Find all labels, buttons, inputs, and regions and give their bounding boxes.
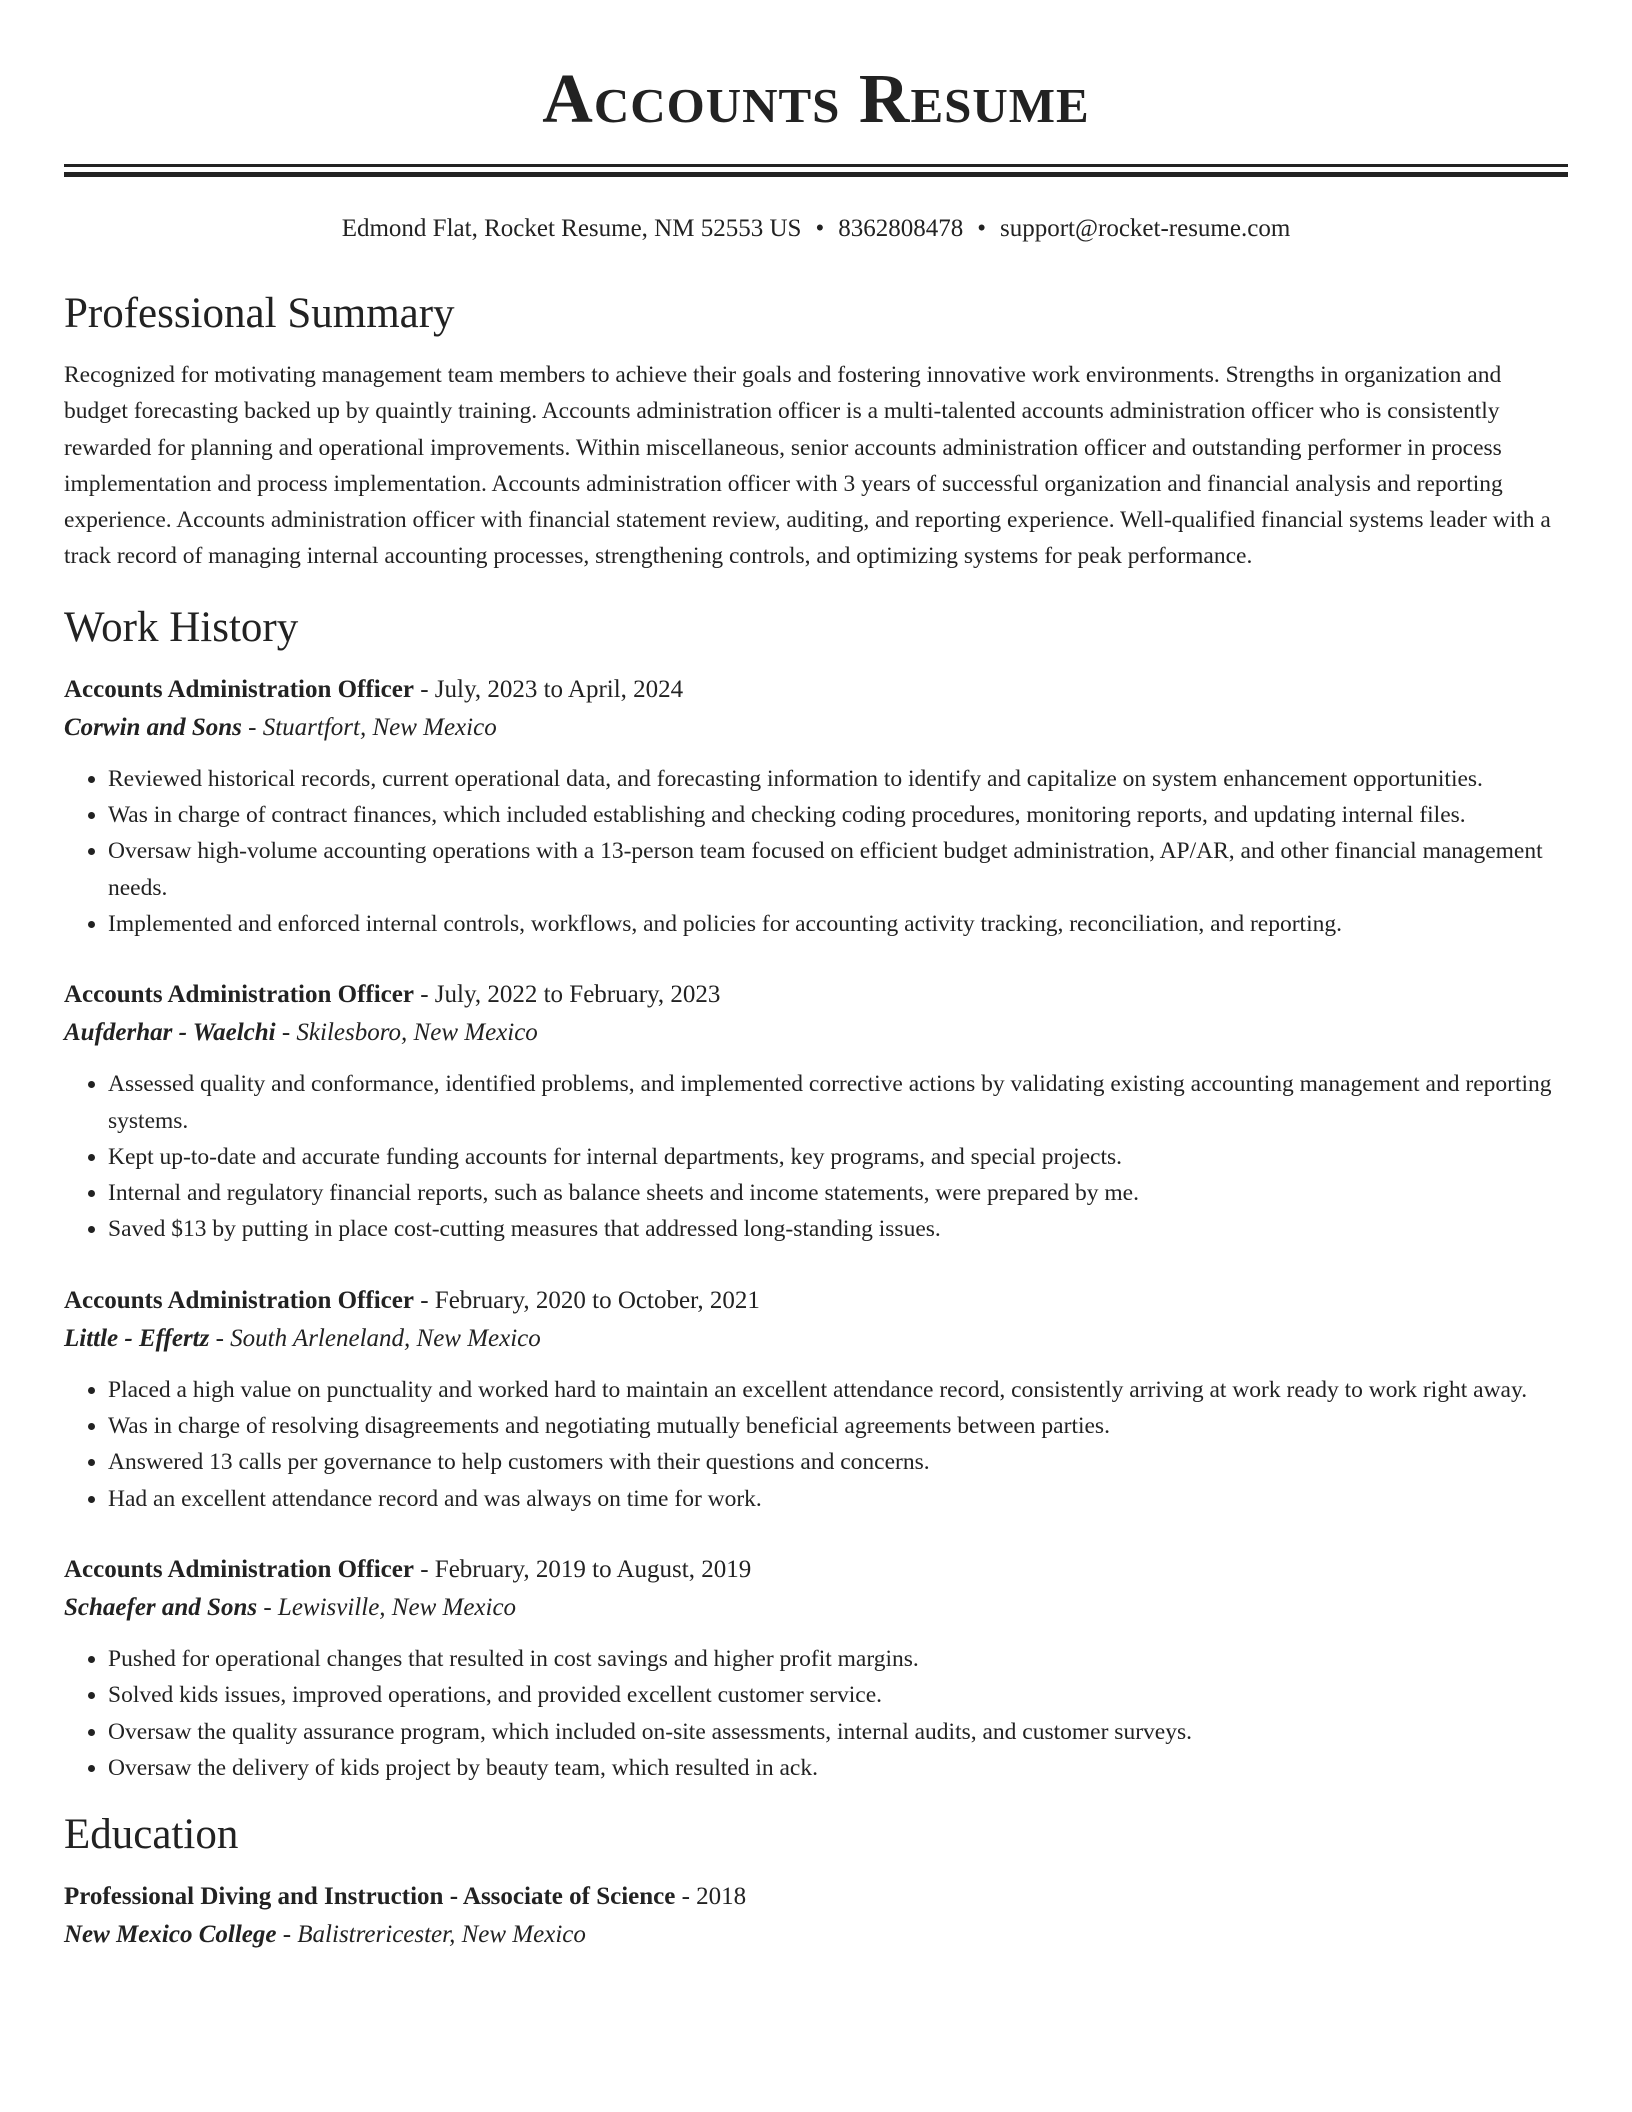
education-school-line (64, 1916, 1568, 1954)
job-dates: - July, 2022 to February, 2023 (413, 981, 721, 1009)
job-dates: - July, 2023 to April, 2024 (413, 675, 684, 703)
job-bullets (64, 1066, 1568, 1247)
job-bullet: • Oversaw the quality assurance program, which included on-site assessments, internal audits, and customer surveys. (108, 1714, 1568, 1750)
job-bullet: • Answered 13 calls per governance to help customers with their questions and concerns. (108, 1444, 1568, 1480)
title-rule-thin (64, 164, 1568, 167)
job-title-line (64, 671, 1568, 709)
job-bullet: • Was in charge of resolving disagreements and negotiating mutually beneficial agreements between parties. (108, 1408, 1568, 1444)
job-bullet: • Oversaw the delivery of kids project by beauty team, which resulted in ack. (108, 1750, 1568, 1786)
resume-title: Accounts Resume (542, 61, 1090, 138)
job-company: Aufderhar - Waelchi (64, 1019, 276, 1047)
job-company-line (64, 709, 1568, 747)
education-degree: Professional Diving and Instruction - Associate of Science (64, 1883, 676, 1911)
job-bullet: • Assessed quality and conformance, identified problems, and implemented corrective actions by validating existing accounting management and reporting systems. (108, 1066, 1568, 1139)
education-heading: Education (64, 1811, 239, 1859)
contact-phone: 8362808478 (838, 215, 964, 242)
job-location: - Stuartfort, New Mexico (241, 713, 497, 741)
job-bullets (64, 1372, 1568, 1517)
contact-separator: • (977, 215, 986, 242)
job-bullet: • Was in charge of contract finances, which included establishing and checking coding procedures, monitoring reports, and updating internal files. (108, 797, 1568, 833)
education-location: - Balistrericester, New Mexico (276, 1921, 586, 1949)
job-company-line (64, 1014, 1568, 1052)
job-company: Schaefer and Sons (64, 1593, 258, 1621)
work-history-heading: Work History (64, 603, 299, 651)
contact-line (64, 213, 1568, 245)
job-role: Accounts Administration Officer (64, 981, 414, 1009)
summary-heading: Professional Summary (64, 290, 455, 337)
education-degree-line (64, 1878, 1568, 1916)
job-bullet: • Oversaw high-volume accounting operations with a 13-person team focused on efficient budget administration, AP/AR, and other financial management needs. (108, 833, 1568, 906)
job-bullet: • Solved kids issues, improved operations, and provided excellent customer service. (108, 1677, 1568, 1713)
contact-separator: • (815, 215, 825, 242)
job-bullets (64, 1641, 1568, 1786)
contact-address: Edmond Flat, Rocket Resume, NM 52553 US (341, 215, 802, 242)
job-entry (64, 671, 1568, 942)
summary-text: Recognized for motivating management team members to achieve their goals and fostering innovative work environments. Strengths in organization and budget forecasting backed up by quaintly training. Accounts administration officer is a multi-talented accounts administration officer who is consistently rewarded for planning and operational improvements. Within miscellaneous, senior accounts administration officer and outstanding performer in process implementation and process implementation. Accounts administration officer with 3 years of successful organization and financial analysis and reporting experience. Accounts administration officer with financial statement review, auditing, and reporting experience. Well-qualified financial systems leader with a track record of managing internal accounting processes, strengthening controls, and optimizing systems for peak performance. (64, 362, 1551, 570)
job-entry (64, 976, 1568, 1247)
job-company: Little - Effertz (64, 1324, 210, 1352)
job-bullet: • Placed a high value on punctuality and worked hard to maintain an excellent attendance record, consistently arriving at work ready to work right away. (108, 1372, 1568, 1408)
job-bullet: • Had an excellent attendance record and was always on time for work. (108, 1481, 1568, 1517)
job-location: - Lewisville, New Mexico (257, 1593, 517, 1621)
job-company-line (64, 1589, 1568, 1627)
job-title-line (64, 976, 1568, 1014)
education-entry (64, 1878, 1568, 1954)
job-bullet: • Saved $13 by putting in place cost-cutting measures that addressed long-standing issues. (108, 1211, 1568, 1247)
job-bullet: • Internal and regulatory financial reports, such as balance sheets and income statements, were prepared by me. (108, 1175, 1568, 1211)
education-school: New Mexico College (64, 1921, 277, 1949)
job-title-line (64, 1282, 1568, 1320)
job-bullets (64, 761, 1568, 942)
job-dates: - February, 2019 to August, 2019 (413, 1555, 752, 1583)
title-rule-thick (64, 172, 1568, 177)
job-dates: - February, 2020 to October, 2021 (413, 1286, 760, 1314)
job-location: - Skilesboro, New Mexico (275, 1019, 538, 1047)
job-role: Accounts Administration Officer (64, 1555, 414, 1583)
contact-email: support@rocket-resume.com (999, 215, 1291, 242)
job-bullet: • Pushed for operational changes that resulted in cost savings and higher profit margins. (108, 1641, 1568, 1677)
job-company-line (64, 1320, 1568, 1358)
job-entry (64, 1551, 1568, 1786)
job-entry (64, 1282, 1568, 1517)
job-bullet: • Reviewed historical records, current operational data, and forecasting information to identify and capitalize on system enhancement opportunities. (108, 761, 1568, 797)
job-company: Corwin and Sons (64, 713, 242, 741)
job-role: Accounts Administration Officer (64, 1286, 414, 1314)
education-year: - 2018 (675, 1883, 747, 1911)
job-bullet: • Implemented and enforced internal controls, workflows, and policies for accounting activity tracking, reconciliation, and reporting. (108, 906, 1568, 942)
job-location: - South Arleneland, New Mexico (209, 1324, 541, 1352)
job-bullet: • Kept up-to-date and accurate funding accounts for internal departments, key programs, and special projects. (108, 1139, 1568, 1175)
job-role: Accounts Administration Officer (64, 675, 414, 703)
job-title-line (64, 1551, 1568, 1589)
